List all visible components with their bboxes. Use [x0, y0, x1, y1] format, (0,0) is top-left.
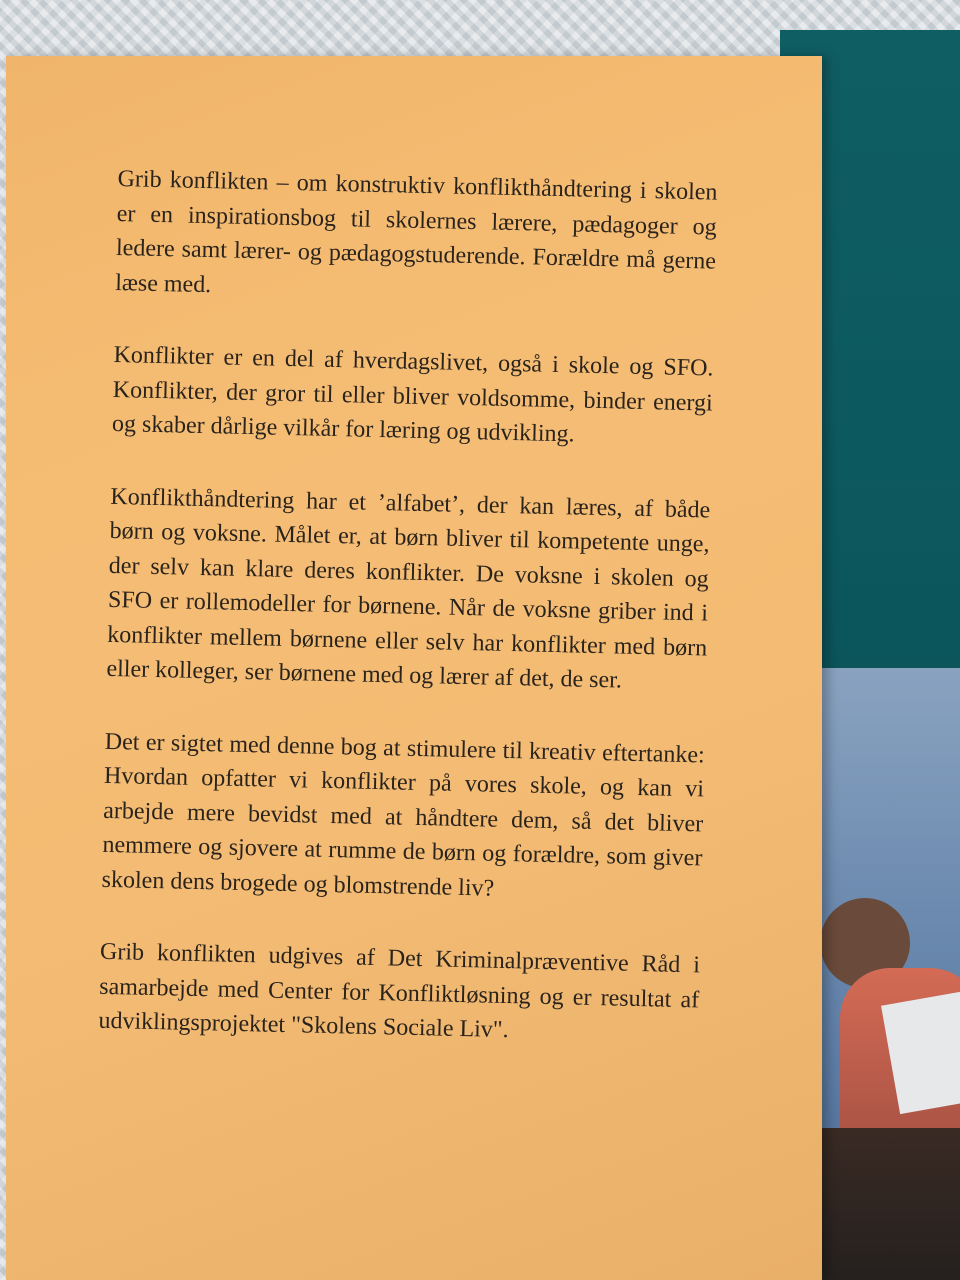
paragraph-5: Grib konflikten udgives af Det Kriminalpræventive Råd i samarbejde med Center for Konfliktløsning og er resultat af udviklingsprojektet "Skolens Sociale Liv".	[98, 938, 701, 1044]
paragraph-3: Konflikthåndtering har et ’alfabet’, der kan læres, af både børn og voksne. Målet er, at børn bliver til kompetente unge, der selv kan klare deres konflikter. De voksne i skolen og SFO er rollemodeller for børnene. Når de voksne griber ind i konflikter mellem børnene eller selv har konflikter med børn eller kolleger, ser børnene med og lærer af det, de ser.	[106, 483, 711, 694]
paragraph-2: Konflikter er en del af hverdagslivet, også i skole og SFO. Konflikter, der gror til eller bliver voldsomme, binder energi og skaber dårlige vilkår for læring og udvikling.	[111, 341, 714, 448]
paragraph-4: Det er sigtet med denne bog at stimulere til kreativ eftertanke: Hvordan opfatter vi konflikter på vores skole, og kan vi arbejde mere bevidst med at håndtere dem, så det bliver nemmere og sjovere at rumme de børn og forældre, som giver skolen dens brogede og blomstrende liv?	[101, 728, 705, 902]
paragraph-1: Grib konflikten – om konstruktiv konflikthåndtering i skolen er en inspirationsbog til skolernes lærere, pædagoger og ledere samt lærer- og pædagogstuderende. Forældre må gerne læse med.	[114, 165, 718, 298]
blurb-text	[97, 162, 718, 1090]
